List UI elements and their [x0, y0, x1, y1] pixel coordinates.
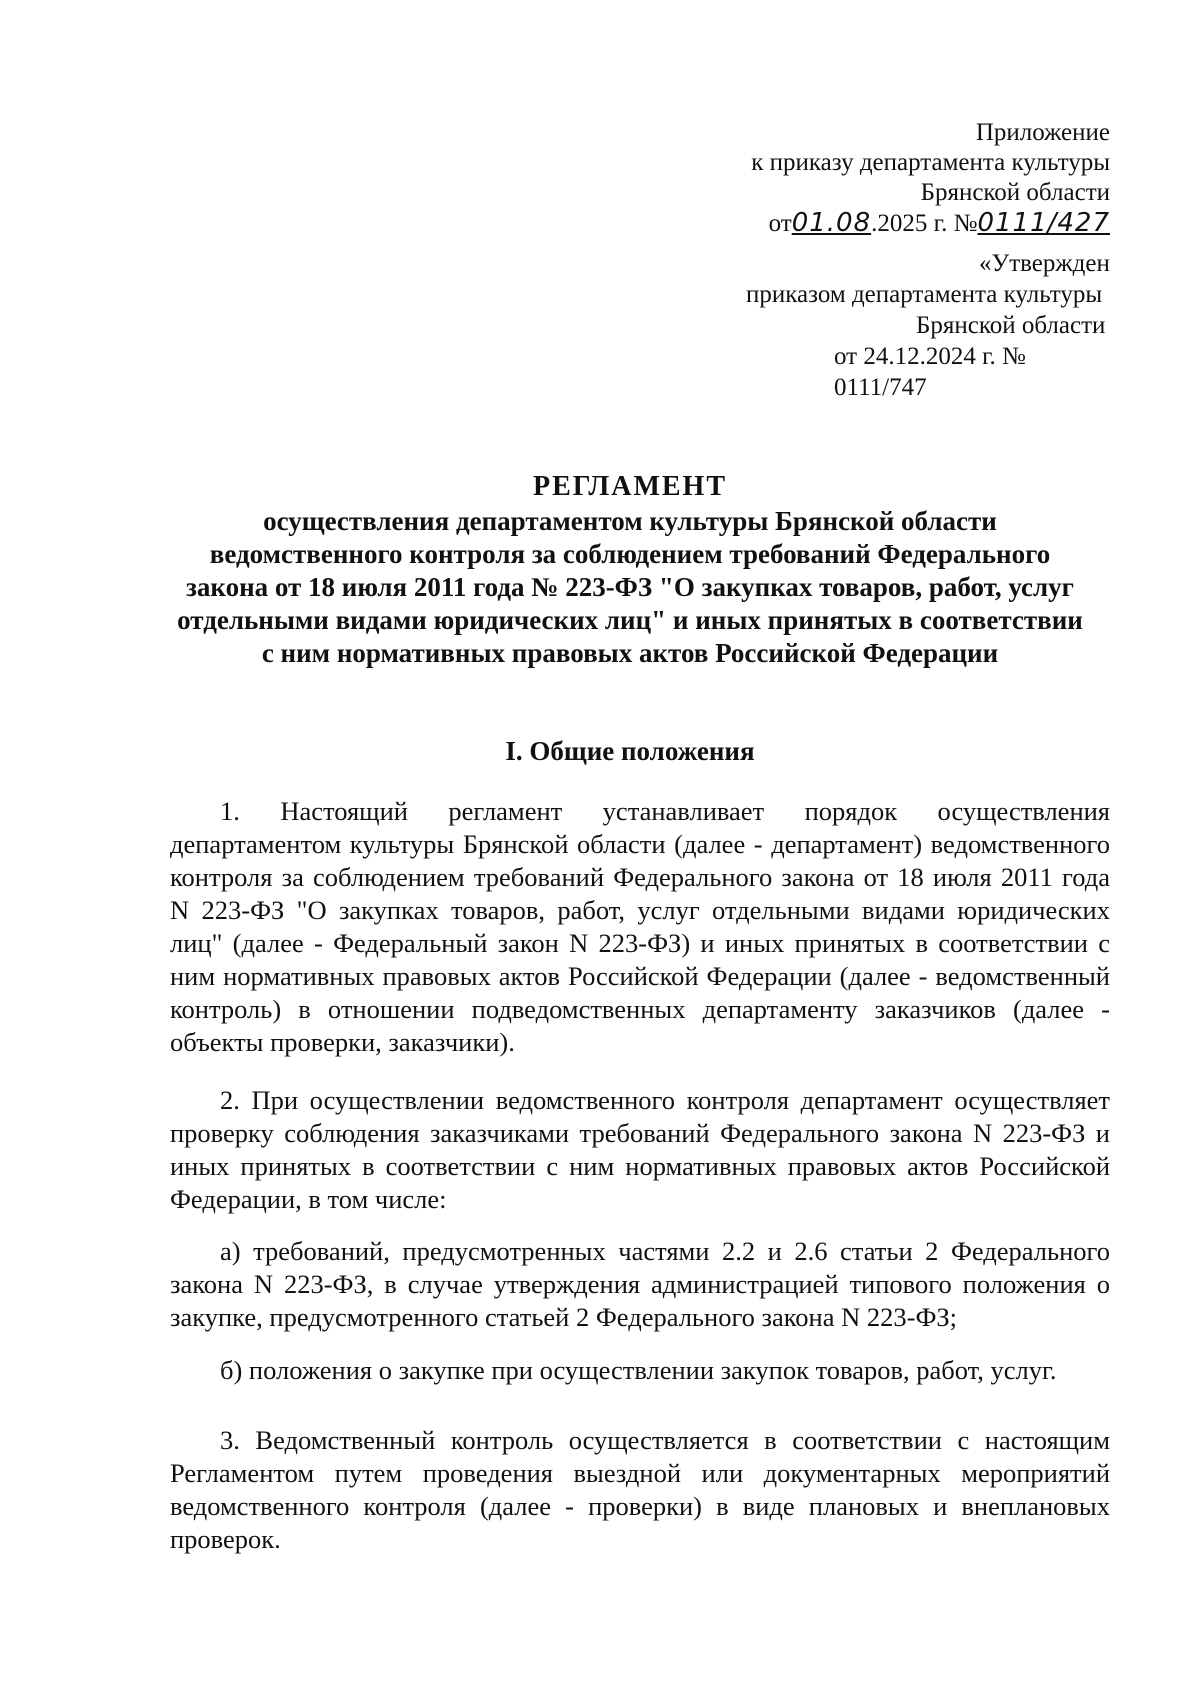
paragraph-1: 1. Настоящий регламент устанавливает порядок осуществления департаментом культуры Брянской области (далее - департамент) ведомственного контроля за соблюдением требований Федерального закона от 18 июля 2011 года N 223-ФЗ "О закупках товаров, работ, услуг отдельными видами юридических лиц" (далее - Федеральный закон N 223-ФЗ) и иных принятых в соответствии с ним нормативных правовых актов Российской Федерации (далее - ведомственный контроль) в отношении подведомственных департаменту заказчиков (далее - объекты проверки, заказчики).	[170, 796, 1110, 1057]
appendix-date-year: .2025 г. №	[871, 210, 978, 237]
approved-line-4: от 24.12.2024 г. № 0111/747	[834, 343, 1026, 401]
paragraph-2a: а) требований, предусмотренных частями 2.2 и 2.6 статьи 2 Федерального закона N 223-ФЗ, в случае утверждения администрацией типового положения о закупке, предусмотренного статьей 2 Федерального закона N 223-ФЗ;	[170, 1236, 1110, 1332]
section-heading: I. Общие положения	[505, 736, 755, 766]
appendix-date-prefix: от	[768, 210, 792, 237]
document-title	[170, 470, 1090, 670]
approved-line-2: приказом департамента культуры	[746, 281, 1103, 308]
title-subtitle: осуществления департаментом культуры Брянской области ведомственного контроля за соблюдением требований Федерального закона от 18 июля 2011 года № 223-ФЗ "О закупках товаров, работ, услуг отдельными видами юридических лиц" и иных принятых в соответствии с ним нормативных правовых актов Российской Федерации	[177, 506, 1083, 668]
paragraph-3: 3. Ведомственный контроль осуществляется в соответствии с настоящим Регламентом путем проведения выездной или документарных мероприятий ведомственного контроля (далее - проверки) в виде плановых и внеплановых проверок.	[170, 1425, 1110, 1554]
handwritten-date: 01.08	[791, 208, 872, 238]
appendix-block	[720, 118, 1110, 239]
paragraph-2: 2. При осуществлении ведомственного контроля департамент осуществляет проверку соблюдения заказчиками требований Федерального закона N 223-ФЗ и иных принятых в соответствии с ним нормативных правовых актов Российской Федерации, в том числе:	[170, 1085, 1110, 1214]
appendix-line-1: Приложение	[975, 119, 1110, 146]
approved-block	[740, 248, 1114, 403]
title-main: РЕГЛАМЕНТ	[532, 471, 727, 502]
handwritten-number: 0111/427	[977, 208, 1110, 238]
approved-line-1: «Утвержден	[979, 250, 1110, 277]
appendix-line-2: к приказу департамента культуры	[751, 149, 1110, 176]
appendix-date-line	[720, 208, 1110, 239]
approved-line-3: Брянской области	[916, 312, 1106, 339]
appendix-line-3: Брянской области	[920, 179, 1110, 206]
paragraph-2b: б) положения о закупке при осуществлении закупок товаров, работ, услуг.	[220, 1355, 1057, 1385]
